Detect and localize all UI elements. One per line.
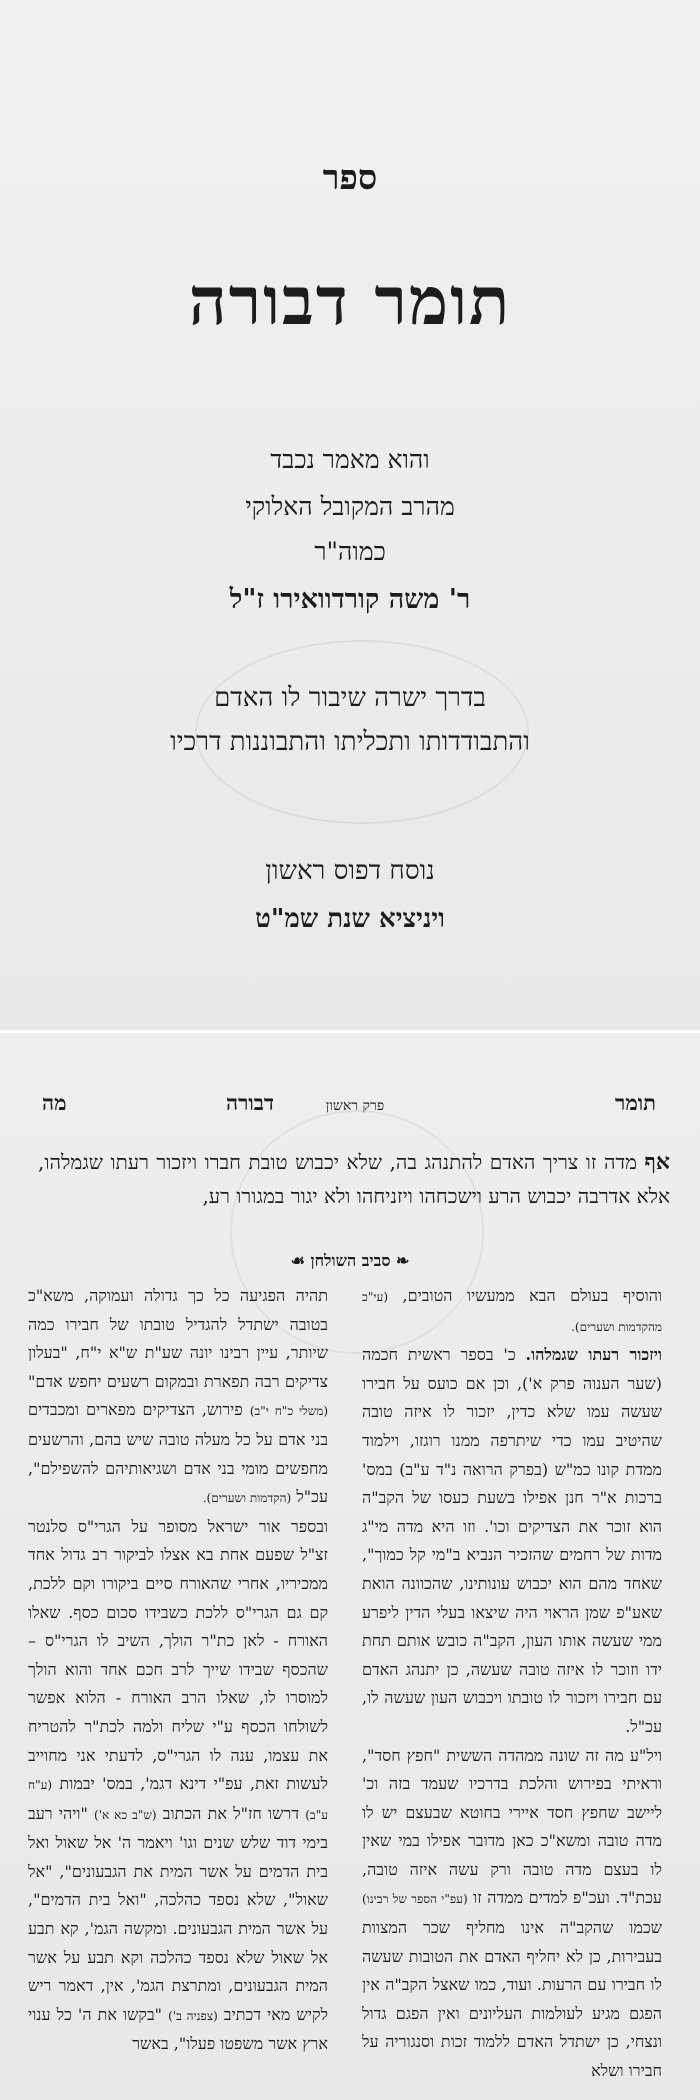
running-header-right: תומר bbox=[615, 1090, 656, 1115]
author-name: ר' משה קורדוואירו ז"ל bbox=[229, 584, 471, 615]
edition-line: נוסח דפוס ראשון bbox=[265, 856, 435, 886]
commentary-paragraph: ויל"ע מה זה שונה ממהדה הששית "חפץ חסד", וראיתי בפירוש והלכת בדרכיו שעמד בזה וכ' ליישב שחפץ חסד איירי בחוטא שבעצם יש לו מדה טובה ומשא"כ כאן מדובר אפילו במי שאין לו בעצם מדה טובה ורק עשה איזה טובה, עכת"ד. ועכ"פ למדים ממדה זו (עפ"י הספר של רבינו) שכמו שהקב"ה אינו מחליף שכר המצוות בעבירות, כן לא יחליף האדם את הטובות שעשה לו חבירו עם הרעות. ועוד, כמו שאצל הקב"ה אין הפגם מגיע לעולמות העליונים ואין הפגם גדול ונצחי, כן ישתדל האדם ללמוד זכות וסנגוריה על חבירו ושלא bbox=[362, 1745, 662, 2081]
opening-word: אף bbox=[644, 1149, 670, 1175]
running-header-center: דבורה bbox=[226, 1090, 274, 1115]
commentary-paragraph: תהיה הפגיעה כל כך גדולה ועמוקה, משא"כ בטובה ישתדל להגדיל טובתו של חבירו כמה שיותר, עיין רבינו יונה שע"ת ש"א י"ח, "בעלון צדיקים רבה תפארת ובמקום רשעים יחפש אדם" (משלי כ"ח י"ב) פירוש, הצדיקים מפארים ומכבדים בני אדם על כל מעלה טובה שיש בהם, והרשעים מחפשים מומי בני אדם ושגיאותיהם להשפילם", עכ"ל (הקדמות ושערים). bbox=[28, 1286, 329, 1507]
commentary-paragraph: והוסיף בעולם הבא ממעשיו הטובים, (עי"כ מהקדמות ושערים). bbox=[362, 1286, 662, 1334]
book-label: ספר bbox=[322, 158, 378, 198]
commentary-column-right bbox=[362, 1282, 662, 2086]
main-text-body: מדה זו צריך האדם להתנהג בה, שלא יכבוש טובת חברו ויזכור רעתו שגמלהו, אלא אדרבה יכבוש הרע וישכחהו ויזניחהו ולא יגור במגורו רע, bbox=[38, 1150, 670, 1208]
commentary-lead: ויזכור רעתו שגמלהו. bbox=[525, 1345, 662, 1365]
ornament-icon: ☙ bbox=[290, 1251, 311, 1270]
book-title: תומר דבורה bbox=[188, 262, 512, 340]
edition-place-line: ויניציא שנת שמ"ט bbox=[255, 904, 445, 934]
commentary-paragraph: ובספר אור ישראל מסופר על הגרי"ס סלנטר זצ"ל שפעם אחת בא אצלו לביקור רב גדול אחד ממכיריו, אחרי שהאורח סיים ביקורו וקם ללכת, קם גם הגרי"ס ללכת כשבידו סכום כסף. שאלו האורח - לאן כת"ר הולך, השיב לו הגרי"ס – שהכסף שבידו שייך לרב חכם אחד והוא הולך למוסרו לו, שאלו הרב האורח - הלוא אפשר לשולחו הכסף ע"י שליח ולמה לכת"ר להטריח את עצמו, ענה לו הגרי"ס, לדעתי אני מחוייב לעשות זאת, עפ"י דינא דגמ', במס' יבמות (ע"ח ע"ב) דרשו חז"ל את הכתוב (ש"ב כא א') "ויהי רעב בימי דוד שלש שנים וגו' ויאמר ה' אל שאול ואל בית הדמים על אשר המית את הגבעונים", "אל שאול", שלא נספד כהלכה, "ואל בית הדמים", על אשר המית הגבעונים. ומקשה הגמ', קא תבע אל שאול שלא נספד כהלכה וקא תבע על אשר המית הגבעונים, ומתרצת הגמ', אין, דאמר ריש לקיש מאי דכתיב (צפניה ב') "בקשו את ה' כל ענוי ארץ אשר משפטו פעלו", באשר bbox=[28, 1516, 329, 2054]
ornament-icon: ❧ bbox=[390, 1251, 410, 1270]
commentary-column-left bbox=[28, 1282, 328, 2059]
description-line: והתבודדותו ותכליתו והתבוננות דרכיו bbox=[170, 727, 530, 757]
subtitle-line: והוא מאמר נכבד bbox=[270, 445, 430, 474]
commentary-title: ❧ סביב השולחן ☙ bbox=[290, 1251, 410, 1270]
subtitle-line: כמוה"ר bbox=[314, 537, 386, 566]
subtitle-line: מהרב המקובל האלוקי bbox=[245, 492, 455, 521]
description-line: בדרך ישרה שיבור לו האדם bbox=[214, 683, 486, 713]
chapter-label: פרק ראשון bbox=[325, 1098, 385, 1114]
main-text bbox=[38, 1145, 670, 1213]
page-number: מה bbox=[42, 1090, 67, 1115]
commentary-paragraph: ויזכור רעתו שגמלהו. כ' בספר ראשית חכמה (שער הענוה פרק א'), וכן אם כועס על חבירו שעשה עמו שלא כדין, יזכור לו איזה טובה שהיטיב עמו כדי שיתרפה ממנו רוגזו, וילמוד ממדת קונו כמ"ש (בפרק הרואה נ"ד ע"ב) במס' ברכות א"ר חנן אפילו בשעת כעסו של הקב"ה הוא זוכר את הצדיקים וכו'. וזו היא מדה מי"ג מדות של רחמים שהזכיר הנביא ב"מי קל כמוך", שאחד מהם הוא יכבוש עונותינו, שהכוונה הואת שאע"פ שמן הראוי היה שיצאו בעלי הדין ליפרע ממי שעשה אותו העון, הקב"ה כובש אותם תחת ידו וזוכר לו איזה טובה שעשה, כן יתנהג האדם עם חבירו ויזכור לו טובתו ויכבוש העון שעשה לו, עכ"ל. bbox=[362, 1345, 662, 1736]
title-page bbox=[0, 0, 700, 1030]
